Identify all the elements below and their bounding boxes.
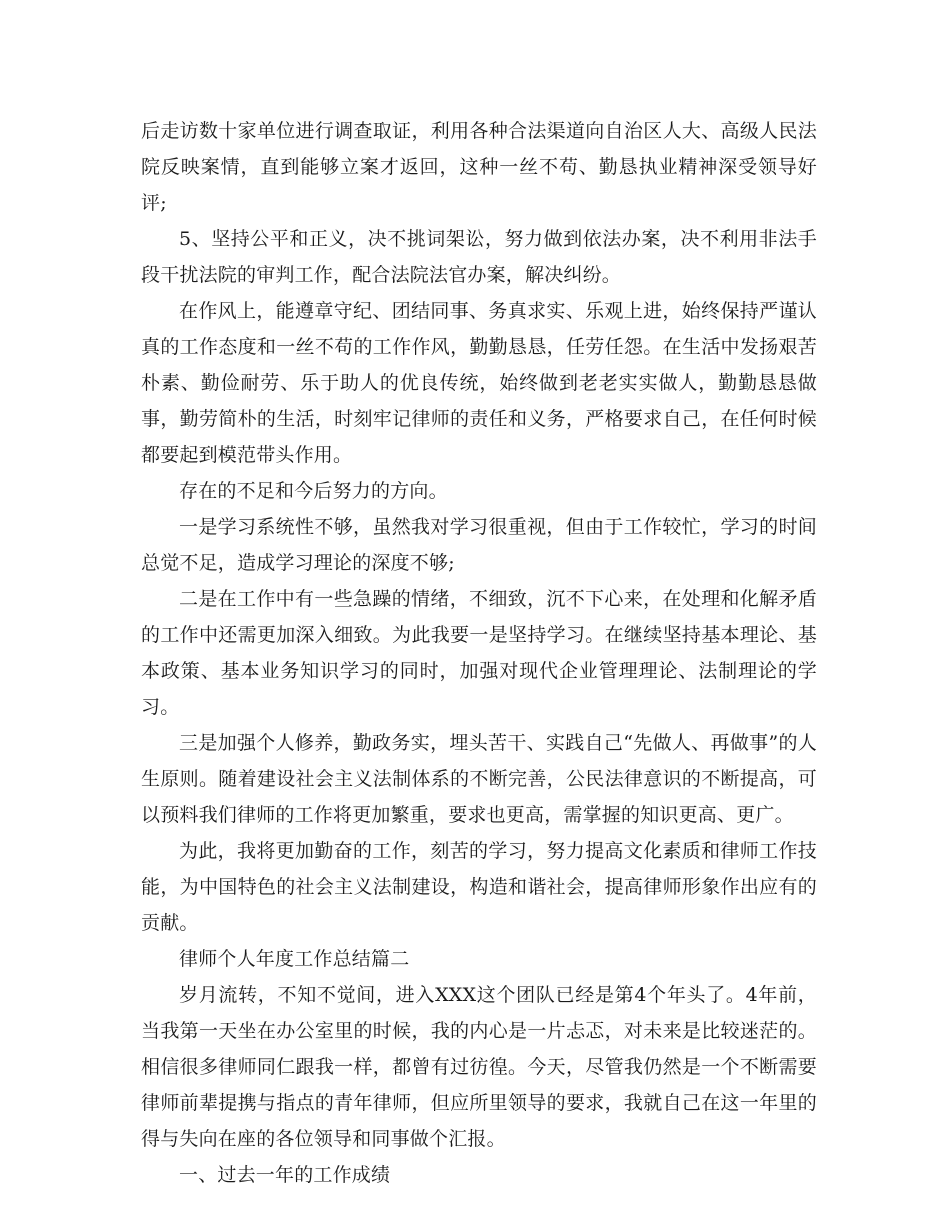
paragraph-work-style: 在作风上，能遵章守纪、团结同事、务真求实、乐观上进，始终保持严谨认真的工作态度和一丝不苟的工作作风，勤勤恳恳，任劳任怨。在生活中发扬艰苦朴素、勤俭耐劳、乐于助人的优良传统，始终做到老老实实做人，勤勤恳恳做事，勤劳简朴的生活，时刻牢记律师的责任和义务，严格要求自己，在任何时候都要起到模范带头作用。	[141, 300, 817, 466]
paragraph-shortcoming-1: 一是学习系统性不够，虽然我对学习很重视，但由于工作较忙，学习的时间总觉不足，造成学习理论的深度不够;	[141, 516, 817, 574]
paragraph-shortcoming-3: 三是加强个人修养，勤政务实，埋头苦干、实践自己“先做人、再做事”的人生原则。随着建设社会主义法制体系的不断完善，公民法律意识的不断提高，可以预料我们律师的工作将更加繁重，要求也更高，需掌握的知识更高、更广。	[141, 732, 817, 826]
paragraph-shortcoming-2: 二是在工作中有一些急躁的情绪，不细致，沉不下心来，在处理和化解矛盾的工作中还需更加深入细致。为此我要一是坚持学习。在继续坚持基本理论、基本政策、基本业务知识学习的同时，加强对现代企业管理理论、法制理论的学习。	[141, 588, 817, 718]
section-title-part-two: 律师个人年度工作总结篇二	[179, 948, 410, 970]
paragraph-item-5: 5、坚持公平和正义，决不挑词架讼，努力做到依法办案，决不利用非法手段干扰法院的审判工作，配合法院法官办案，解决纠纷。	[141, 228, 817, 286]
document-body	[141, 113, 817, 1193]
paragraph-shortcomings-heading: 存在的不足和今后努力的方向。	[179, 480, 448, 502]
section-heading-achievements: 一、过去一年的工作成绩	[179, 1164, 391, 1186]
paragraph-conclusion: 为此，我将更加勤奋的工作，刻苦的学习，努力提高文化素质和律师工作技能，为中国特色的社会主义法制建设，构造和谐社会，提高律师形象作出应有的贡献。	[141, 840, 817, 934]
paragraph-intro-part-two: 岁月流转，不知不觉间，进入XXX这个团队已经是第4个年头了。4年前，当我第一天坐在办公室里的时候，我的内心是一片忐忑，对未来是比较迷茫的。相信很多律师同仁跟我一样，都曾有过彷徨。今天，尽管我仍然是一个不断需要律师前辈提携与指点的青年律师，但应所里领导的要求，我就自己在这一年里的得与失向在座的各位领导和同事做个汇报。	[141, 984, 817, 1150]
paragraph-continuation: 后走访数十家单位进行调查取证，利用各种合法渠道向自治区人大、高级人民法院反映案情，直到能够立案才返回，这种一丝不苟、勤恳执业精神深受领导好评;	[141, 120, 817, 214]
